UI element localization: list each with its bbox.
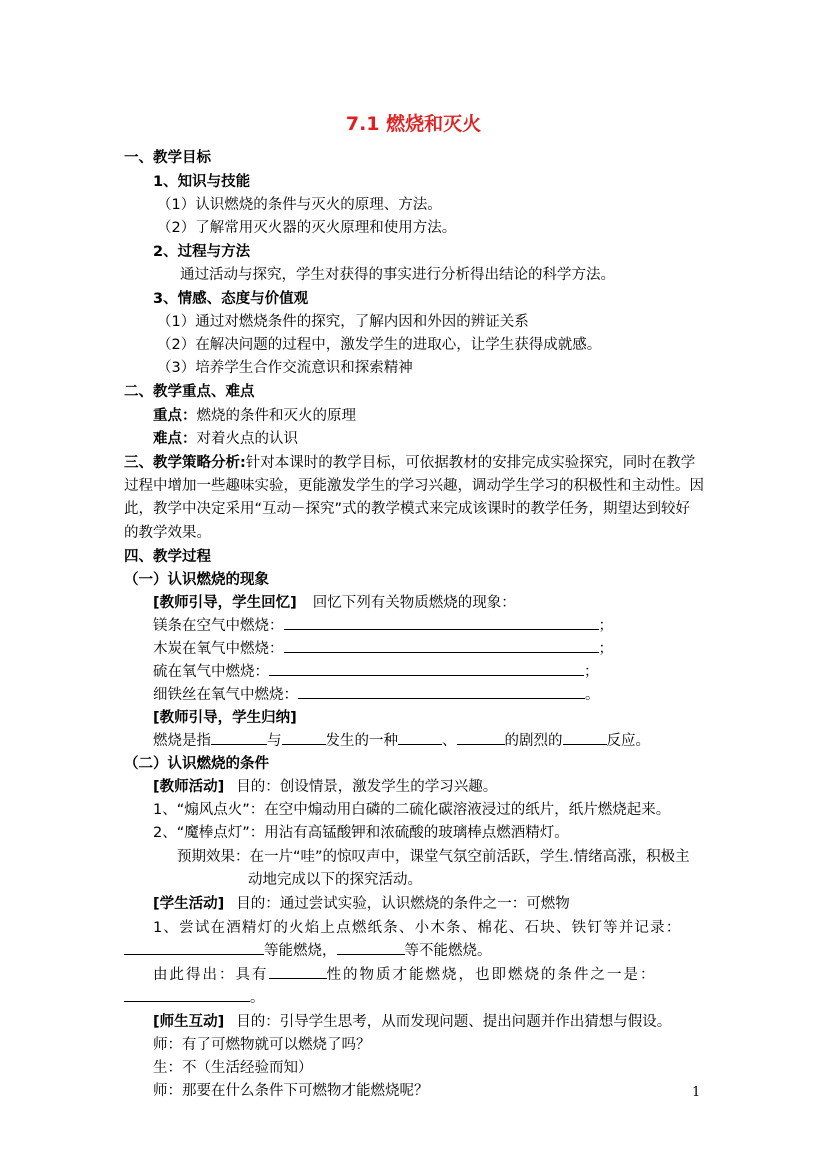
blank [211,731,267,745]
definition-line: 燃烧是指 与 发生的一种 、 的剧烈的 反应。 [153,733,650,749]
goal-item: （3）培养学生合作交流意识和探索精神 [157,360,413,376]
dialog-line: 师：有了可燃物就可以燃烧了吗？ [153,1037,371,1053]
conclusion-line-2: 。 [124,988,265,1008]
subheading-process: 2、过程与方法 [153,244,251,260]
strategy-text: 针对本课时的教学目标，可依据教材的安排完成实验探究，同时在教学 [245,455,696,471]
section-heading-strategy: 三、教学策略分析: [124,455,246,471]
blank [398,731,442,745]
teacher-activity-label: [教师活动] [153,779,225,795]
observation-line: 细铁丝在氧气中燃烧： 。 [153,687,600,703]
demo-2: 2、“魔棒点灯”：用沾有高锰酸钾和浓硫酸的玻璃棒点燃酒精灯。 [153,825,569,841]
demo-1: 1、“煽风点火”：在空中煽动用白磷的二硫化碳溶液浸过的纸片，纸片燃烧起来。 [153,802,671,818]
interaction-label: [师生互动] [153,1014,225,1030]
guide-recall-line [153,593,516,613]
subheading-knowledge: 1、知识与技能 [153,174,251,190]
guide-recall-label: [教师引导，学生回忆] [153,595,297,611]
blank [457,731,505,745]
blank [563,731,607,745]
part-heading-conditions: （二）认识燃烧的条件 [124,756,269,772]
blank [124,941,264,955]
guide-recall-text: 回忆下列有关物质燃烧的现象： [312,595,516,611]
page-title: 7.1 燃烧和灭火 [345,113,482,135]
try-line-2: 等能燃烧， 等不能燃烧。 [124,941,492,961]
key-point-text: 燃烧的条件和灭火的原理 [196,408,356,424]
blank [298,685,585,699]
interaction-line: [师生互动] 目的：引导学生思考，从而发现问题、提出问题并作出猜想与假设。 [153,1014,672,1030]
difficulty-line [153,429,298,449]
teacher-activity-line: [教师活动] 目的：创设情景，激发学生的学习兴趣。 [153,779,498,795]
guide-summary-label: [教师引导，学生归纳] [153,710,297,726]
expected-effect-2: 动地完成以下的探究活动。 [248,872,422,888]
blank [284,639,599,653]
section-heading-keypoints: 二、教学重点、难点 [124,384,255,400]
blank [124,988,250,1002]
observation-line: 镁条在空气中燃烧： ； [153,618,613,634]
blank [282,731,326,745]
blank [337,941,405,955]
difficulty-text: 对着火点的认识 [196,431,298,447]
subheading-attitude: 3、情感、态度与价值观 [153,291,309,307]
difficulty-label: 难点： [153,431,197,447]
expected-effect-1: 预期效果：在一片“哇”的惊叹声中，课堂气氛空前活跃，学生.情绪高涨，积极主 [177,849,690,865]
goal-item: （2）了解常用灭火器的灭火原理和使用方法。 [157,220,457,236]
dialog-line: 生：不（生活经验而知） [153,1060,313,1076]
dialog-line: 师：那要在什么条件下可燃物才能燃烧呢？ [153,1083,429,1099]
observation-line: 硫在氧气中燃烧： ； [153,664,599,680]
try-line-1: 1、尝试在酒精灯的火焰上点燃纸条、小木条、棉花、石块、铁钉等并记录： [153,920,682,936]
conclusion-line-1: 由此得出：具有 性的物质才能燃烧，也即燃烧的条件之一是： [153,967,657,983]
observation-line: 木炭在氧气中燃烧： ； [153,641,613,657]
goal-item: （1）通过对燃烧条件的探究，了解内因和外因的辨证关系 [157,314,529,330]
section-heading-process: 四、教学过程 [124,549,211,565]
strategy-line-1 [124,453,695,473]
blank [269,662,584,676]
goal-item: （1）认识燃烧的条件与灭火的原理、方法。 [157,197,442,213]
student-activity-label: [学生活动] [153,896,225,912]
page-number: 1 [692,1085,701,1100]
key-point-line [153,406,356,426]
key-point-label: 重点： [153,408,197,424]
student-activity-line: [学生活动] 目的：通过尝试实验，认识燃烧的条件之一：可燃物 [153,896,570,912]
blank [284,616,599,630]
strategy-line-4: 的教学效果。 [124,525,211,541]
strategy-line-3: 此，教学中决定采用“互动－探究”式的教学模式来完成该课时的教学任务，期望达到较好 [124,501,691,517]
goal-text: 通过活动与探究，学生对获得的事实进行分析得出结论的科学方法。 [180,267,615,283]
strategy-line-2: 过程中增加一些趣味实验，更能激发学生的学习兴趣，调动学生学习的积极性和主动性。因 [124,478,704,494]
goal-item: （2）在解决问题的过程中，激发学生的进取心，让学生获得成就感。 [157,337,602,353]
part-heading-phenomena: （一）认识燃烧的现象 [124,572,269,588]
blank [269,965,327,979]
section-heading-goals: 一、教学目标 [124,150,211,166]
